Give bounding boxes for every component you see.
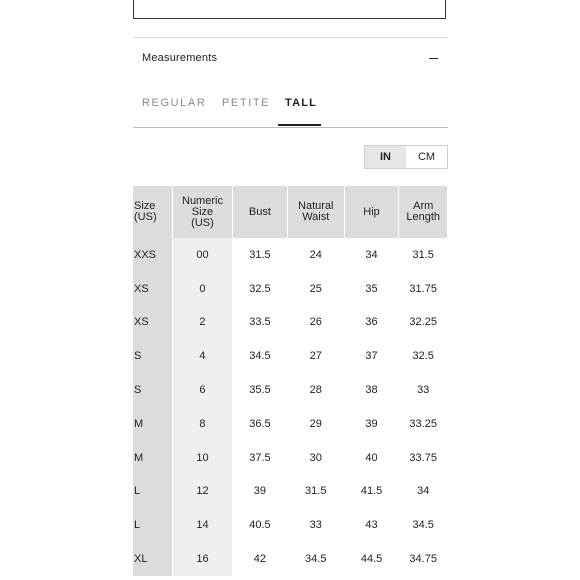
cell-size: XXS xyxy=(133,238,172,272)
table-row xyxy=(133,475,448,509)
cell-numeric-size: 00 xyxy=(172,238,232,272)
cell-numeric-size: 2 xyxy=(172,306,232,340)
header-line: Size xyxy=(134,200,156,212)
cell-natural-waist: 24 xyxy=(287,238,344,272)
cell-hip: 36 xyxy=(344,306,399,340)
table-row xyxy=(133,508,448,542)
header-line: Natural xyxy=(298,200,334,212)
header-arm-length xyxy=(399,186,448,238)
cell-natural-waist: 28 xyxy=(287,373,344,407)
tab-regular[interactable]: REGULAR xyxy=(142,97,207,109)
table-row xyxy=(133,407,448,441)
table-row xyxy=(133,441,448,475)
cell-size: XL xyxy=(133,542,172,576)
table-row xyxy=(133,339,448,373)
header-size-us xyxy=(133,186,172,238)
cell-numeric-size: 6 xyxy=(172,373,232,407)
cell-numeric-size: 10 xyxy=(172,441,232,475)
section-divider xyxy=(133,37,448,38)
header-line: Waist xyxy=(302,211,330,223)
header-line: Arm xyxy=(413,200,434,212)
table-row xyxy=(133,306,448,340)
size-guide-panel xyxy=(133,0,448,580)
header-line: Hip xyxy=(363,205,380,218)
cell-bust: 31.5 xyxy=(233,238,288,272)
cell-arm-length: 33.75 xyxy=(399,441,448,475)
previous-section-box xyxy=(133,0,446,19)
cell-hip: 41.5 xyxy=(344,475,399,509)
size-chart-table xyxy=(133,186,448,576)
cell-arm-length: 34 xyxy=(399,475,448,509)
cell-size: L xyxy=(133,475,172,509)
cell-arm-length: 34.75 xyxy=(399,542,448,576)
cell-hip: 43 xyxy=(344,508,399,542)
table-header-row xyxy=(133,186,448,238)
measurements-heading: Measurements xyxy=(142,52,218,64)
header-line: Bust xyxy=(248,205,271,218)
cell-natural-waist: 26 xyxy=(287,306,344,340)
table-row xyxy=(133,542,448,576)
cell-numeric-size: 16 xyxy=(172,542,232,576)
cell-bust: 39 xyxy=(233,475,288,509)
cell-natural-waist: 31.5 xyxy=(287,475,344,509)
header-line: (US) xyxy=(191,216,214,229)
header-hip xyxy=(344,186,399,238)
table-body xyxy=(133,238,448,576)
cell-hip: 34 xyxy=(344,238,399,272)
fit-tabs xyxy=(133,88,448,128)
active-tab-indicator xyxy=(278,124,321,126)
unit-in-button[interactable]: IN xyxy=(365,146,406,168)
cell-natural-waist: 30 xyxy=(287,441,344,475)
cell-hip: 35 xyxy=(344,272,399,306)
cell-natural-waist: 25 xyxy=(287,272,344,306)
cell-size: M xyxy=(133,407,172,441)
table-row xyxy=(133,272,448,306)
cell-bust: 40.5 xyxy=(233,508,288,542)
cell-arm-length: 32.25 xyxy=(399,306,448,340)
header-natural-waist xyxy=(287,186,344,238)
tab-petite[interactable]: PETITE xyxy=(222,97,271,109)
header-bust xyxy=(233,186,288,238)
header-numeric-size xyxy=(172,186,232,238)
header-line: Size xyxy=(191,205,214,218)
cell-size: L xyxy=(133,508,172,542)
cell-numeric-size: 0 xyxy=(172,272,232,306)
table-row xyxy=(133,373,448,407)
cell-arm-length: 31.5 xyxy=(399,238,448,272)
cell-bust: 42 xyxy=(233,542,288,576)
cell-hip: 38 xyxy=(344,373,399,407)
cell-hip: 44.5 xyxy=(344,542,399,576)
cell-numeric-size: 12 xyxy=(172,475,232,509)
table-row xyxy=(133,238,448,272)
cell-bust: 37.5 xyxy=(233,441,288,475)
cell-size: S xyxy=(133,373,172,407)
cell-arm-length: 32.5 xyxy=(399,339,448,373)
cell-size: S xyxy=(133,339,172,373)
cell-bust: 36.5 xyxy=(233,407,288,441)
unit-cm-button[interactable]: CM xyxy=(406,146,447,168)
minus-icon[interactable] xyxy=(429,51,439,65)
cell-size: M xyxy=(133,441,172,475)
cell-natural-waist: 29 xyxy=(287,407,344,441)
cell-bust: 34.5 xyxy=(233,339,288,373)
tab-tall[interactable]: TALL xyxy=(285,97,318,109)
cell-size: XS xyxy=(133,306,172,340)
header-line: (US) xyxy=(134,211,157,223)
cell-arm-length: 33 xyxy=(399,373,448,407)
cell-bust: 32.5 xyxy=(233,272,288,306)
cell-arm-length: 34.5 xyxy=(399,508,448,542)
cell-hip: 39 xyxy=(344,407,399,441)
cell-natural-waist: 27 xyxy=(287,339,344,373)
cell-bust: 35.5 xyxy=(233,373,288,407)
cell-natural-waist: 34.5 xyxy=(287,542,344,576)
cell-hip: 40 xyxy=(344,441,399,475)
cell-natural-waist: 33 xyxy=(287,508,344,542)
cell-size: XS xyxy=(133,272,172,306)
cell-numeric-size: 8 xyxy=(172,407,232,441)
cell-numeric-size: 4 xyxy=(172,339,232,373)
cell-hip: 37 xyxy=(344,339,399,373)
cell-arm-length: 31.75 xyxy=(399,272,448,306)
cell-bust: 33.5 xyxy=(233,306,288,340)
header-line: Numeric xyxy=(182,194,223,207)
cell-arm-length: 33.25 xyxy=(399,407,448,441)
header-line: Length xyxy=(406,211,441,223)
unit-toggle xyxy=(364,145,448,169)
cell-numeric-size: 14 xyxy=(172,508,232,542)
